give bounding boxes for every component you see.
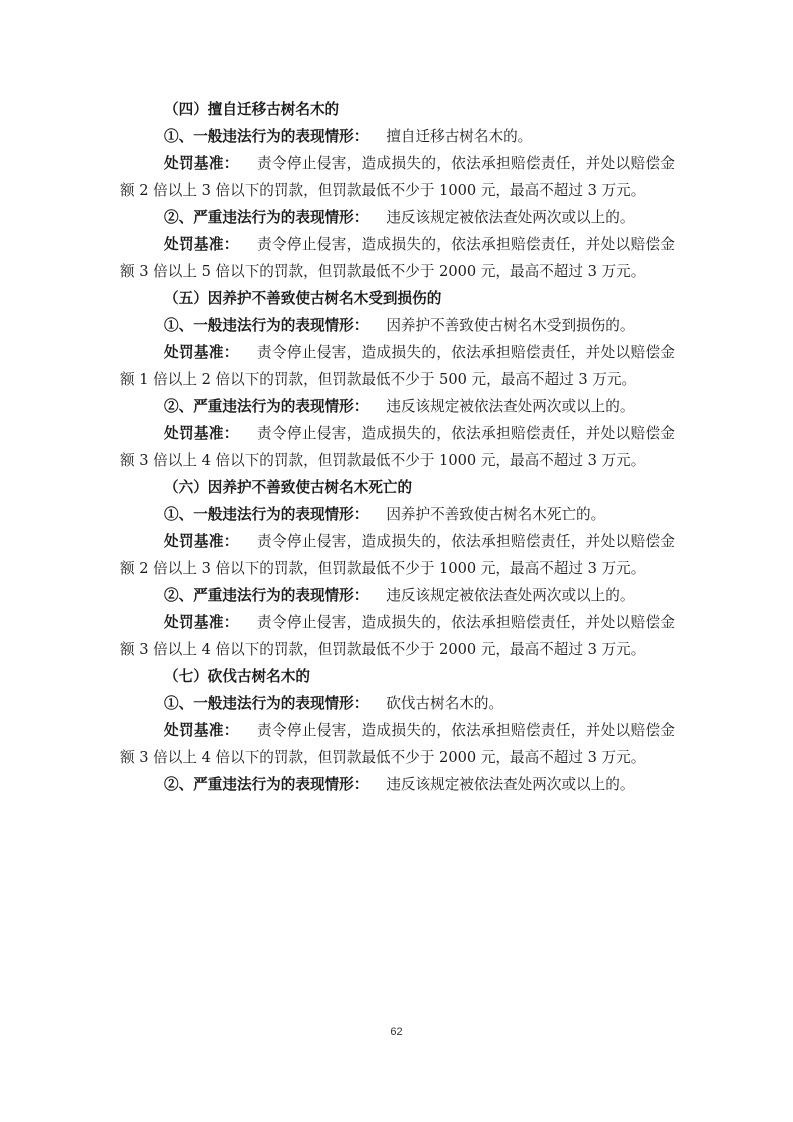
violation-case: [120, 204, 675, 231]
case-label: ②、严重违法行为的表现情形：: [164, 398, 369, 415]
section-heading: （五）因养护不善致使古树名木受到损伤的: [164, 290, 442, 307]
basis-label: 处罚基准：: [164, 236, 239, 253]
case-label: ①、一般违法行为的表现情形：: [164, 128, 369, 145]
basis-label: 处罚基准：: [164, 614, 239, 631]
basis-label: 处罚基准：: [164, 425, 239, 442]
section-heading: （七）砍伐古树名木的: [164, 668, 310, 685]
document-body: [120, 96, 675, 798]
basis-text: 责令停止侵害，造成损失的，依法承担赔偿责任，并处以赔偿金额 3 倍以上 4 倍以下的罚款，但罚款最低不少于 1000 元，最高不超过 3 万元。: [120, 425, 675, 469]
case-text: 因养护不善致使古树名木受到损伤的。: [386, 317, 635, 334]
penalty-basis: [120, 717, 675, 771]
section-heading: （四）擅自迁移古树名木的: [164, 101, 340, 118]
penalty-basis: [120, 420, 675, 474]
basis-text: 责令停止侵害，造成损失的，依法承担赔偿责任，并处以赔偿金额 2 倍以上 3 倍以下的罚款，但罚款最低不少于 1000 元，最高不超过 3 万元。: [120, 155, 675, 199]
violation-case: [120, 393, 675, 420]
case-label: ①、一般违法行为的表现情形：: [164, 695, 369, 712]
basis-text: 责令停止侵害，造成损失的，依法承担赔偿责任，并处以赔偿金额 1 倍以上 2 倍以下的罚款，但罚款最低不少于 500 元，最高不超过 3 万元。: [120, 344, 675, 388]
case-text: 违反该规定被依法查处两次或以上的。: [386, 776, 635, 793]
basis-label: 处罚基准：: [164, 533, 239, 550]
case-text: 砍伐古树名木的。: [386, 695, 504, 712]
penalty-basis: [120, 528, 675, 582]
case-label: ②、严重违法行为的表现情形：: [164, 776, 369, 793]
violation-case: [120, 582, 675, 609]
basis-text: 责令停止侵害，造成损失的，依法承担赔偿责任，并处以赔偿金额 3 倍以上 5 倍以下的罚款，但罚款最低不少于 2000 元，最高不超过 3 万元。: [120, 236, 675, 280]
case-text: 因养护不善致使古树名木死亡的。: [386, 506, 606, 523]
penalty-basis: [120, 609, 675, 663]
violation-case: [120, 123, 675, 150]
penalty-basis: [120, 231, 675, 285]
basis-text: 责令停止侵害，造成损失的，依法承担赔偿责任，并处以赔偿金额 2 倍以上 3 倍以下的罚款，但罚款最低不少于 1000 元，最高不超过 3 万元。: [120, 533, 675, 577]
case-label: ①、一般违法行为的表现情形：: [164, 506, 369, 523]
case-label: ①、一般违法行为的表现情形：: [164, 317, 369, 334]
basis-label: 处罚基准：: [164, 155, 239, 172]
violation-case: [120, 501, 675, 528]
case-label: ②、严重违法行为的表现情形：: [164, 209, 369, 226]
section-heading: （六）因养护不善致使古树名木死亡的: [164, 479, 413, 496]
case-text: 违反该规定被依法查处两次或以上的。: [386, 587, 635, 604]
basis-label: 处罚基准：: [164, 722, 239, 739]
page-number: 62: [390, 1026, 403, 1038]
basis-label: 处罚基准：: [164, 344, 239, 361]
violation-case: [120, 312, 675, 339]
penalty-basis: [120, 339, 675, 393]
penalty-basis: [120, 150, 675, 204]
case-text: 违反该规定被依法查处两次或以上的。: [386, 398, 635, 415]
basis-text: 责令停止侵害，造成损失的，依法承担赔偿责任，并处以赔偿金额 3 倍以上 4 倍以下的罚款，但罚款最低不少于 2000 元，最高不超过 3 万元。: [120, 722, 675, 766]
violation-case: [120, 690, 675, 717]
case-label: ②、严重违法行为的表现情形：: [164, 587, 369, 604]
violation-case: [120, 771, 675, 798]
case-text: 擅自迁移古树名木的。: [386, 128, 533, 145]
case-text: 违反该规定被依法查处两次或以上的。: [386, 209, 635, 226]
basis-text: 责令停止侵害，造成损失的，依法承担赔偿责任，并处以赔偿金额 3 倍以上 4 倍以下的罚款，但罚款最低不少于 2000 元，最高不超过 3 万元。: [120, 614, 675, 658]
